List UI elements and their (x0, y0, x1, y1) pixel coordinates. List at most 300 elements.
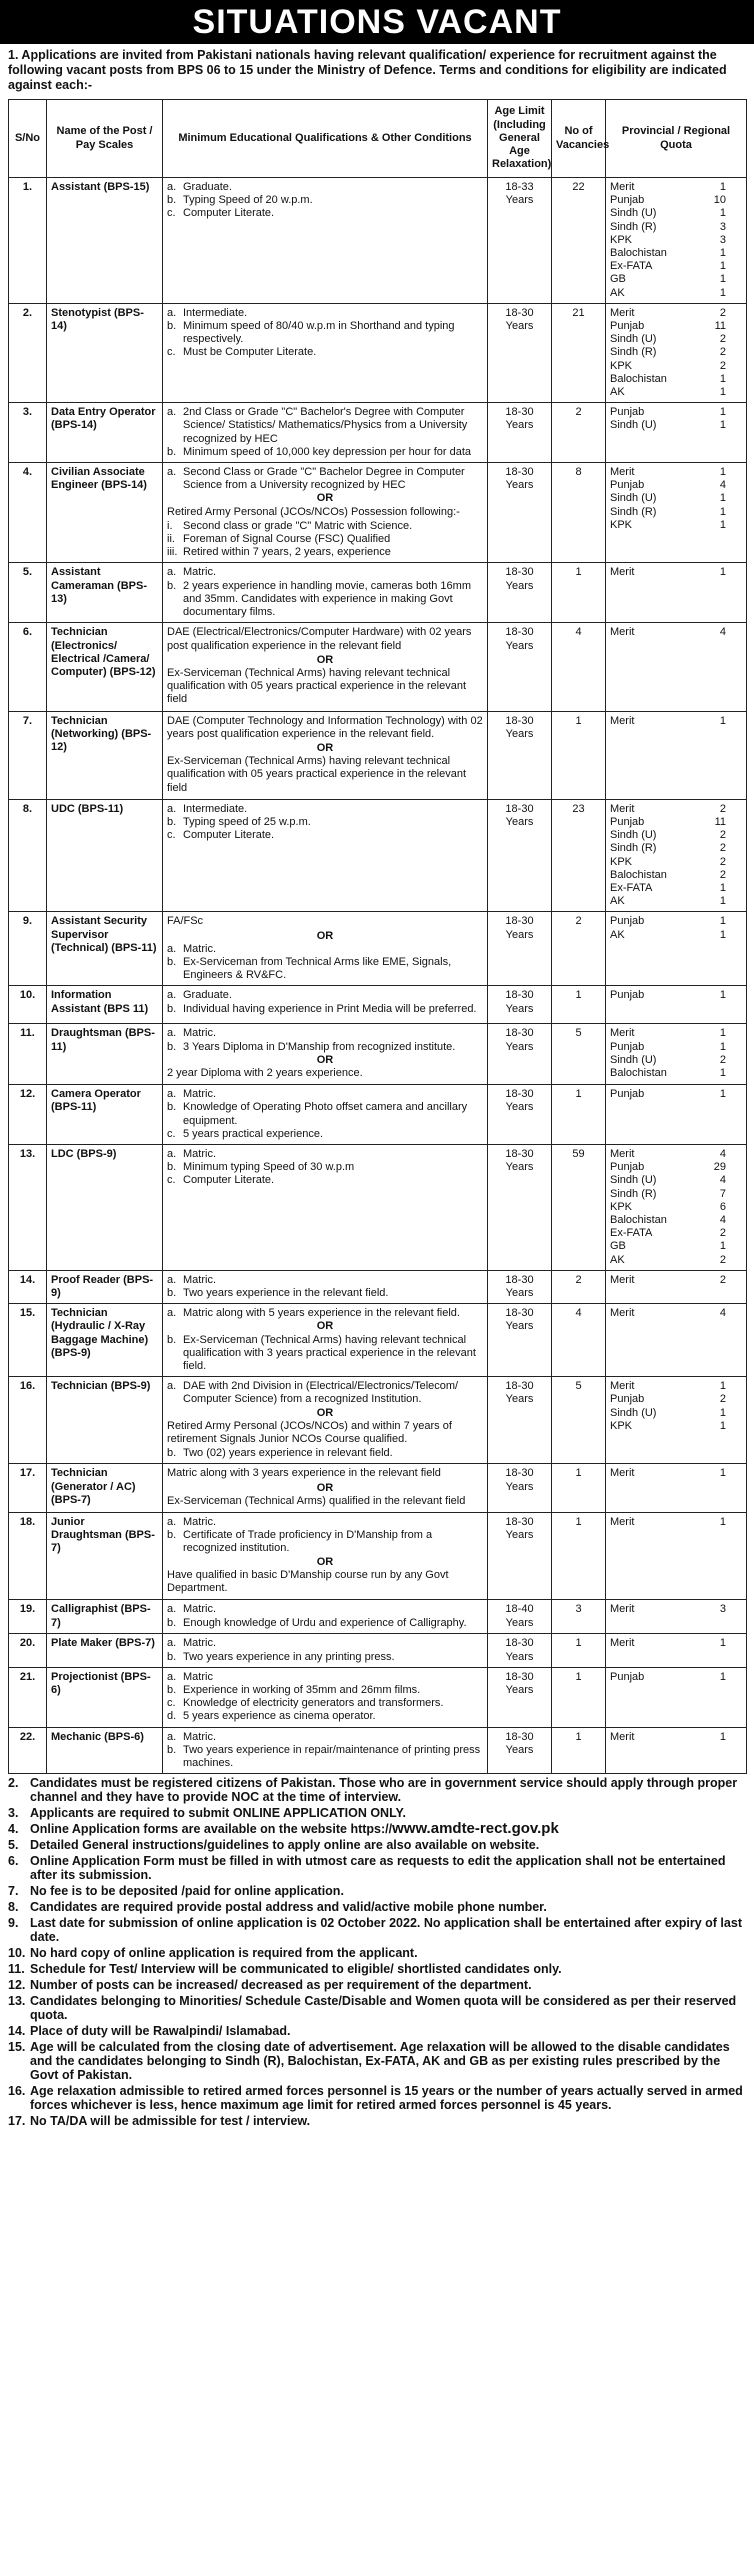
row-age-limit: 18-30 Years (488, 1145, 552, 1271)
quota-region: Balochistan (610, 247, 667, 260)
qualification-item: Ex-Serviceman (Technical Arms) having relevant technical qualification with 05 years practical experience in the relevant field (167, 755, 466, 794)
qualification-marker: a. (167, 989, 177, 1002)
row-vacancies: 8 (552, 463, 606, 563)
qualification-marker: b. (167, 445, 177, 458)
row-quota (606, 799, 747, 912)
note-text: No hard copy of online application is required from the applicant. (30, 1946, 418, 1961)
table-row (9, 799, 747, 912)
row-sno: 13. (9, 1145, 47, 1271)
quota-entry (610, 856, 742, 869)
quota-count: 1 (719, 273, 726, 286)
quota-count: 3 (719, 1603, 726, 1616)
qualification-marker: b. (167, 1101, 177, 1114)
row-vacancies: 2 (552, 403, 606, 463)
qualification-item: DAE (Computer Technology and Information Technology) with 02 years post qualification experience in the relevant field. (167, 714, 483, 740)
row-vacancies: 4 (552, 1304, 606, 1377)
col-sno-header: S/No (9, 100, 47, 178)
qualification-text: Matric. (183, 1603, 216, 1616)
or-separator: OR (316, 1406, 334, 1419)
qualification-text: Matric. (183, 942, 216, 955)
quota-count: 1 (719, 1380, 726, 1393)
qualification-item (167, 803, 483, 816)
row-post-name: Stenotypist (BPS-14) (47, 303, 163, 402)
col-qualification-header: Minimum Educational Qualifications & Other Conditions (163, 100, 488, 178)
qualification-marker: a. (167, 1273, 177, 1286)
row-age-limit: 18-30 Years (488, 1464, 552, 1513)
or-separator: OR (316, 741, 334, 754)
website-link[interactable]: www.amdte-rect.gov.pk (392, 1820, 559, 1838)
quota-entry (610, 1254, 742, 1267)
page-title: SITUATIONS VACANT (0, 0, 754, 44)
qualification-marker: a. (167, 1730, 177, 1743)
note-number: 8. (8, 1900, 19, 1915)
quota-count: 1 (719, 1419, 726, 1432)
qualification-item (167, 1697, 483, 1710)
row-post-name: Assistant Cameraman (BPS-13) (47, 563, 163, 623)
qualification-marker: a. (167, 1516, 177, 1529)
row-sno: 4. (9, 463, 47, 563)
qualification-text: Experience in working of 35mm and 26mm films. (183, 1683, 421, 1696)
row-age-limit: 18-30 Years (488, 912, 552, 986)
qualification-marker: b. (167, 194, 177, 207)
row-age-limit: 18-30 Years (488, 403, 552, 463)
qualification-text: Ex-Serviceman (Technical Arms) having relevant technical qualification with 3 years practical experience in the relevant field. (183, 1333, 476, 1373)
quota-count: 1 (719, 895, 726, 908)
qualification-item (167, 1516, 483, 1529)
note-number: 17. (8, 2114, 26, 2129)
note-number: 9. (8, 1916, 19, 1931)
note-text: No fee is to be deposited /paid for online application. (30, 1884, 344, 1899)
quota-entry (610, 247, 742, 260)
quota-region: AK (610, 928, 625, 941)
quota-count: 4 (719, 1307, 726, 1320)
qualification-marker: b. (167, 815, 177, 828)
qualification-marker: a. (167, 942, 177, 955)
qualification-item (167, 207, 483, 220)
qualification-marker: b. (167, 1683, 177, 1696)
quota-count: 7 (719, 1187, 726, 1200)
row-post-name: Technician (Electronics/ Electrical /Camera/ Computer) (BPS-12) (47, 623, 163, 711)
qualification-marker: b. (167, 1287, 177, 1300)
quota-region: KPK (610, 359, 633, 372)
note-item (8, 1854, 746, 1882)
qualification-item (167, 520, 483, 533)
qualification-item (167, 1603, 483, 1616)
quota-entry (610, 929, 742, 942)
quota-entry (610, 1041, 742, 1054)
quota-entry (610, 1393, 742, 1406)
row-post-name: Assistant Security Supervisor (Technical) (BPS-11) (47, 912, 163, 986)
note-number: 6. (8, 1854, 19, 1869)
quota-entry (610, 1214, 742, 1227)
table-row (9, 1304, 747, 1377)
row-vacancies: 1 (552, 563, 606, 623)
qualification-marker: b. (167, 955, 177, 968)
qualification-item (167, 533, 483, 546)
quota-count: 4 (719, 1174, 726, 1187)
row-sno: 1. (9, 178, 47, 304)
row-post-name: Calligraphist (BPS-7) (47, 1600, 163, 1634)
table-row (9, 1667, 747, 1727)
qualification-marker: a. (167, 1380, 177, 1393)
quota-count: 1 (719, 260, 726, 273)
qualification-item: Ex-Serviceman (Technical Arms) qualified in the relevant field (167, 1494, 466, 1507)
row-quota (606, 303, 747, 402)
row-sno: 9. (9, 912, 47, 986)
row-qualifications (163, 1667, 488, 1727)
or-separator: OR (316, 492, 334, 505)
qualification-item (167, 956, 483, 982)
row-post-name: Assistant (BPS-15) (47, 178, 163, 304)
qualification-text: Intermediate. (183, 802, 248, 815)
qualification-text: Matric along with 5 years experience in the relevant field. (183, 1307, 460, 1320)
quota-entry (610, 895, 742, 908)
qualification-text: 5 years practical experience. (183, 1127, 324, 1140)
qualification-text: Individual having experience in Print Media will be preferred. (183, 1002, 477, 1015)
note-number: 13. (8, 1994, 26, 2009)
row-vacancies: 1 (552, 1634, 606, 1667)
col-vacancies-header: No of Vacancies (552, 100, 606, 178)
quota-region: Ex-FATA (610, 260, 653, 273)
quota-entry (610, 260, 742, 273)
quota-count: 1 (719, 419, 726, 432)
table-row (9, 1145, 747, 1271)
row-qualifications (163, 463, 488, 563)
quota-region: Punjab (610, 406, 645, 419)
table-row (9, 711, 747, 799)
quota-region: Balochistan (610, 868, 667, 881)
qualification-text: Ex-Serviceman from Technical Arms like EME, Signals, Engineers & RV&FC. (183, 955, 452, 982)
row-post-name: Information Assistant (BPS 11) (47, 986, 163, 1024)
row-vacancies: 5 (552, 1024, 606, 1085)
quota-count: 4 (719, 1148, 726, 1160)
quota-region: AK (610, 895, 625, 908)
qualification-text: Knowledge of Operating Photo offset camera and ancillary equipment. (183, 1101, 468, 1127)
qualification-text: DAE with 2nd Division in (Electrical/Electronics/Telecom/ Computer Science) from a recognized Institution. (183, 1380, 459, 1406)
row-age-limit: 18-30 Years (488, 1634, 552, 1667)
quota-entry (610, 1407, 742, 1420)
quota-region: Sindh (R) (610, 220, 657, 233)
row-quota (606, 1024, 747, 1085)
qualification-marker: a. (167, 181, 177, 193)
note-text: Online Application Form must be filled in with utmost care as requests to edit the application shall not be entertained after its submission. (30, 1854, 726, 1883)
quota-region: Punjab (610, 1040, 645, 1053)
quota-count: 1 (719, 286, 726, 299)
quota-count: 2 (719, 306, 726, 319)
quota-count: 3 (719, 220, 726, 233)
quota-region: Punjab (610, 989, 645, 1002)
table-row (9, 1600, 747, 1634)
qualification-item (167, 1651, 483, 1664)
note-item (8, 1822, 746, 1836)
quota-count: 1 (719, 181, 726, 193)
quota-entry (610, 1188, 742, 1201)
qualification-marker: a. (167, 1148, 177, 1160)
row-quota (606, 1145, 747, 1271)
quota-entry (610, 1603, 742, 1616)
row-post-name: LDC (BPS-9) (47, 1145, 163, 1271)
row-post-name: Junior Draughtsman (BPS-7) (47, 1513, 163, 1600)
quota-count: 2 (719, 829, 726, 842)
qualification-marker: i. (167, 519, 173, 532)
qualification-text: Must be Computer Literate. (183, 346, 317, 359)
table-header-row (9, 100, 747, 178)
quota-count: 3 (719, 233, 726, 246)
or-separator: OR (316, 1481, 334, 1494)
qualification-text: 3 Years Diploma in D'Manship from recognized institute. (183, 1040, 456, 1053)
quota-region: Punjab (610, 194, 645, 207)
row-quota (606, 1667, 747, 1727)
quota-entry (610, 1174, 742, 1187)
qualification-marker: b. (167, 1040, 177, 1053)
quota-region: Merit (610, 306, 635, 319)
quota-region: Merit (610, 1516, 635, 1529)
qualification-marker: a. (167, 306, 177, 319)
quota-region: Merit (610, 1307, 635, 1320)
quota-region: Merit (610, 466, 635, 479)
qualification-item (167, 580, 483, 620)
table-row (9, 463, 747, 563)
table-row (9, 1513, 747, 1600)
table-row (9, 1727, 747, 1774)
qualification-marker: ii. (167, 533, 175, 546)
quota-entry (610, 882, 742, 895)
table-row (9, 1024, 747, 1085)
quota-entry (610, 1420, 742, 1433)
quota-count: 1 (719, 492, 726, 505)
quota-entry (610, 234, 742, 247)
row-vacancies: 22 (552, 178, 606, 304)
quota-entry (610, 626, 742, 639)
qualification-text: Matric. (183, 566, 216, 579)
quota-entry (610, 360, 742, 373)
note-text: Candidates are required provide postal address and valid/active mobile phone number. (30, 1900, 547, 1915)
qualification-item (167, 816, 483, 829)
row-vacancies: 1 (552, 1464, 606, 1513)
quota-count: 1 (719, 1088, 726, 1101)
quota-region: Merit (610, 1637, 635, 1650)
quota-count: 1 (719, 989, 726, 1002)
row-qualifications (163, 1304, 488, 1377)
qualification-item (167, 943, 483, 956)
qualification-text: Second Class or Grade "C" Bachelor Degree in Computer Science from a University recognized by HEC (183, 466, 465, 492)
row-sno: 10. (9, 986, 47, 1024)
quota-entry (610, 915, 742, 928)
quota-region: Merit (610, 1148, 635, 1160)
qualification-marker: b. (167, 1529, 177, 1542)
row-quota (606, 1304, 747, 1377)
qualification-marker: a. (167, 566, 177, 579)
quota-entry (610, 479, 742, 492)
qualification-marker: a. (167, 1637, 177, 1650)
vacancy-table (8, 99, 747, 1774)
quota-count: 1 (719, 881, 726, 894)
quota-count: 11 (714, 815, 726, 828)
row-sno: 12. (9, 1085, 47, 1145)
note-item (8, 2114, 746, 2128)
row-post-name: Technician (Generator / AC) (BPS-7) (47, 1464, 163, 1513)
qualification-marker: b. (167, 1447, 177, 1460)
quota-count: 1 (719, 466, 726, 479)
row-age-limit: 18-30 Years (488, 1667, 552, 1727)
row-qualifications (163, 1145, 488, 1271)
quota-entry (610, 1161, 742, 1174)
row-sno: 18. (9, 1513, 47, 1600)
qualification-text: Computer Literate. (183, 207, 275, 220)
quota-entry (610, 1731, 742, 1744)
qualification-text: Computer Literate. (183, 1174, 275, 1187)
qualification-item (167, 1671, 483, 1684)
quota-region: AK (610, 286, 625, 299)
quota-region: Punjab (610, 1670, 645, 1683)
quota-region: Merit (610, 1603, 635, 1616)
quota-count: 2 (719, 855, 726, 868)
row-quota (606, 178, 747, 304)
qualification-item (167, 1744, 483, 1770)
row-post-name: Data Entry Operator (BPS-14) (47, 403, 163, 463)
quota-region: Sindh (R) (610, 842, 657, 855)
qualification-marker: a. (167, 1603, 177, 1616)
quota-entry (610, 1067, 742, 1080)
qualification-item (167, 1307, 483, 1320)
row-qualifications (163, 1634, 488, 1667)
qualification-text: Matric. (183, 1088, 216, 1101)
note-item (8, 1838, 746, 1852)
note-number: 3. (8, 1806, 19, 1821)
quota-count: 1 (719, 1406, 726, 1419)
row-age-limit: 18-30 Years (488, 623, 552, 711)
row-sno: 3. (9, 403, 47, 463)
quota-count: 1 (719, 928, 726, 941)
quota-entry (610, 1671, 742, 1684)
row-age-limit: 18-30 Years (488, 1270, 552, 1303)
row-vacancies: 1 (552, 1667, 606, 1727)
quota-count: 1 (719, 1066, 726, 1079)
row-age-limit: 18-30 Years (488, 1727, 552, 1774)
qualification-item (167, 1128, 483, 1141)
quota-count: 1 (719, 247, 726, 260)
qualification-text: Graduate. (183, 989, 232, 1002)
quota-entry (610, 1054, 742, 1067)
row-age-limit: 18-30 Years (488, 463, 552, 563)
quota-count: 6 (719, 1200, 726, 1213)
quota-region: KPK (610, 518, 633, 531)
qualification-text: Minimum speed of 10,000 key depression per hour for data (183, 445, 471, 458)
row-quota (606, 912, 747, 986)
quota-region: Merit (610, 566, 635, 579)
quota-region: Sindh (U) (610, 829, 657, 842)
row-vacancies: 5 (552, 1377, 606, 1464)
row-qualifications (163, 1464, 488, 1513)
row-qualifications (163, 403, 488, 463)
row-qualifications (163, 623, 488, 711)
quota-count: 1 (719, 1637, 726, 1650)
quota-count: 1 (719, 207, 726, 220)
quota-count: 4 (719, 479, 726, 492)
quota-entry (610, 333, 742, 346)
quota-count: 1 (719, 518, 726, 531)
quota-count: 1 (719, 1730, 726, 1743)
row-vacancies: 1 (552, 1513, 606, 1600)
note-number: 11. (8, 1962, 25, 1977)
row-quota (606, 1634, 747, 1667)
table-row (9, 303, 747, 402)
quota-region: Balochistan (610, 372, 667, 385)
qualification-item (167, 446, 483, 459)
qualification-text: 5 years experience as cinema operator. (183, 1710, 376, 1723)
qualification-item (167, 1684, 483, 1697)
qualification-item (167, 1041, 483, 1054)
row-sno: 16. (9, 1377, 47, 1464)
row-post-name: Camera Operator (BPS-11) (47, 1085, 163, 1145)
quota-region: Sindh (U) (610, 492, 657, 505)
quota-count: 1 (719, 1670, 726, 1683)
table-body (9, 178, 747, 1774)
row-sno: 22. (9, 1727, 47, 1774)
quota-entry (610, 989, 742, 1002)
quota-count: 1 (719, 1240, 726, 1253)
row-post-name: Draughtsman (BPS-11) (47, 1024, 163, 1085)
note-text: Applicants are required to submit ONLINE APPLICATION ONLY. (30, 1806, 406, 1821)
quota-entry (610, 1380, 742, 1393)
qualification-text: Minimum speed of 80/40 w.p.m in Shorthand and typing respectively. (183, 320, 455, 346)
quota-count: 2 (719, 1273, 726, 1286)
table-row (9, 1464, 747, 1513)
note-text: Schedule for Test/ Interview will be communicated to eligible/ shortlisted candidates only. (30, 1962, 562, 1977)
quota-count: 1 (719, 1027, 726, 1040)
note-number: 12. (8, 1978, 26, 1993)
qualification-item (167, 1027, 483, 1040)
row-vacancies: 2 (552, 912, 606, 986)
quota-entry (610, 207, 742, 220)
quota-count: 29 (713, 1161, 726, 1174)
note-item (8, 2040, 746, 2082)
qualification-text: Matric (183, 1670, 213, 1683)
quota-entry (610, 1307, 742, 1320)
qualification-text: Two years experience in the relevant field. (183, 1287, 389, 1300)
quota-region: AK (610, 386, 625, 399)
qualification-item (167, 1380, 483, 1406)
row-sno: 15. (9, 1304, 47, 1377)
quota-region: Punjab (610, 479, 645, 492)
quota-count: 1 (719, 566, 726, 579)
note-item (8, 1962, 746, 1976)
quota-entry (610, 842, 742, 855)
qualification-marker: b. (167, 1743, 177, 1756)
quota-count: 1 (719, 714, 726, 727)
quota-entry (610, 506, 742, 519)
qualification-marker: a. (167, 1027, 177, 1040)
row-qualifications (163, 1270, 488, 1303)
note-number: 16. (8, 2084, 26, 2099)
row-quota (606, 1270, 747, 1303)
qualification-item: Have qualified in basic D'Manship course run by any Govt Department. (167, 1568, 449, 1595)
qualification-item: Matric along with 3 years experience in the relevant field (167, 1467, 441, 1480)
qualification-item (167, 194, 483, 207)
quota-entry (610, 1201, 742, 1214)
quota-count: 2 (719, 1253, 726, 1266)
qualification-marker: b. (167, 1161, 177, 1174)
quota-entry (610, 1240, 742, 1253)
quota-region: KPK (610, 1419, 633, 1432)
notes-list (0, 1774, 754, 2128)
row-sno: 6. (9, 623, 47, 711)
qualification-item: Retired Army Personal (JCOs/NCOs) and within 7 years of retirement Signals Junior NCOs Course qualified. (167, 1419, 452, 1446)
qualification-text: Matric. (183, 1516, 216, 1529)
row-quota (606, 1464, 747, 1513)
row-post-name: Civilian Associate Engineer (BPS-14) (47, 463, 163, 563)
qualification-marker: b. (167, 1616, 177, 1629)
